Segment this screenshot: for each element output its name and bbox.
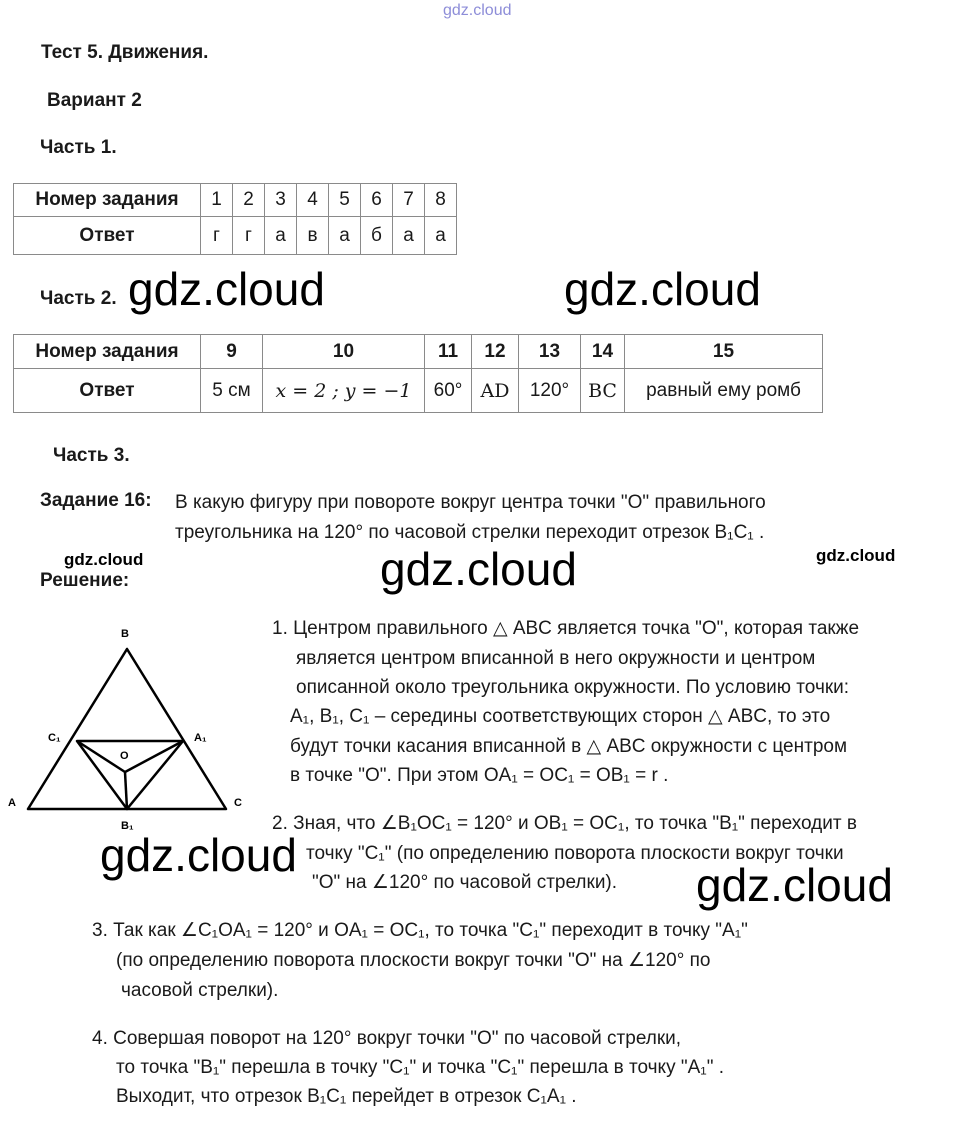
answer-cell: а bbox=[265, 217, 297, 255]
part3-heading: Часть 3. bbox=[53, 445, 130, 466]
task-cell: 2 bbox=[233, 184, 265, 217]
task-cell: 7 bbox=[393, 184, 425, 217]
table-row bbox=[14, 369, 823, 413]
answer-cell: AD bbox=[472, 369, 519, 413]
solution-line: часовой стрелки). bbox=[121, 980, 279, 1001]
task16-text-line: В какую фигуру при повороте вокруг центра точки "O" правильного bbox=[175, 492, 766, 513]
watermark: gdz.cloud bbox=[564, 263, 761, 315]
task-cell: 3 bbox=[265, 184, 297, 217]
answer-cell: а bbox=[425, 217, 457, 255]
task-cell: 15 bbox=[625, 335, 823, 369]
table-row bbox=[14, 335, 823, 369]
answer-cell: BC bbox=[581, 369, 625, 413]
solution-line: то точка "B₁" перешла в точку "C₁" и точка "C₁" перешла в точку "A₁" . bbox=[116, 1057, 724, 1078]
task-cell: 12 bbox=[472, 335, 519, 369]
task-cell: 10 bbox=[263, 335, 425, 369]
solution-line: в точке "O". При этом OA₁ = OC₁ = OB₁ = r . bbox=[290, 765, 669, 786]
part1-table bbox=[13, 183, 457, 255]
answer-cell: x = 2 ; y = −1 bbox=[263, 369, 425, 413]
answer-cell: равный ему ромб bbox=[625, 369, 823, 413]
answer-cell: г bbox=[233, 217, 265, 255]
watermark-top: gdz.cloud bbox=[443, 2, 512, 19]
segment-ob1 bbox=[125, 772, 127, 809]
solution-line: является центром вписанной в него окружности и центром bbox=[296, 648, 816, 669]
solution-label: Решение: bbox=[40, 570, 130, 591]
part1-heading: Часть 1. bbox=[40, 137, 117, 158]
triangle-diagram bbox=[0, 620, 260, 840]
answer-cell: 5 см bbox=[201, 369, 263, 413]
answer-cell: г bbox=[201, 217, 233, 255]
variant-heading: Вариант 2 bbox=[47, 90, 142, 111]
solution-line: описанной около треугольника окружности. По условию точки: bbox=[296, 677, 850, 698]
task-cell: 13 bbox=[519, 335, 581, 369]
task-cell: 9 bbox=[201, 335, 263, 369]
triangle-abc bbox=[28, 649, 226, 809]
answer-cell: б bbox=[361, 217, 393, 255]
solution-line: будут точки касания вписанной в △ ABC окружности с центром bbox=[290, 736, 848, 757]
watermark-small: gdz.cloud bbox=[64, 550, 144, 569]
task-cell: 8 bbox=[425, 184, 457, 217]
answer-cell: 120° bbox=[519, 369, 581, 413]
label-a: A bbox=[8, 797, 16, 809]
answer-cell: в bbox=[297, 217, 329, 255]
label-b1: B₁ bbox=[121, 820, 134, 832]
watermark: gdz.cloud bbox=[380, 543, 577, 595]
segment-oc1 bbox=[77, 741, 125, 772]
label-b: B bbox=[121, 628, 129, 640]
watermark: gdz.cloud bbox=[100, 829, 297, 881]
solution-line: 1. Центром правильного △ ABC является точка "O", которая также bbox=[272, 618, 860, 639]
solution-line: 3. Так как ∠C₁OA₁ = 120° и OA₁ = OC₁, то точка "C₁" переходит в точку "A₁" bbox=[92, 920, 748, 941]
watermark-small: gdz.cloud bbox=[816, 546, 896, 565]
task-cell: 14 bbox=[581, 335, 625, 369]
answer-cell: а bbox=[329, 217, 361, 255]
solution-line: 4. Совершая поворот на 120° вокруг точки "O" по часовой стрелки, bbox=[92, 1028, 682, 1049]
label-c1: C₁ bbox=[48, 732, 61, 744]
answer-label-cell: Ответ bbox=[14, 217, 201, 255]
task-label-cell: Номер задания bbox=[14, 335, 201, 369]
answer-label-cell: Ответ bbox=[14, 369, 201, 413]
label-a1: A₁ bbox=[194, 732, 207, 744]
table-row bbox=[14, 217, 457, 255]
solution-line: (по определению поворота плоскости вокруг точки "O" на ∠120° по bbox=[116, 950, 711, 971]
task16-text-line: треугольника на 120° по часовой стрелки переходит отрезок B₁C₁ . bbox=[175, 522, 765, 543]
table-row bbox=[14, 184, 457, 217]
solution-line: A₁, B₁, C₁ – середины соответствующих сторон △ ABC, то это bbox=[290, 706, 831, 727]
part2-table bbox=[13, 334, 823, 413]
segment-oa1 bbox=[125, 741, 183, 772]
task-cell: 1 bbox=[201, 184, 233, 217]
answer-cell: 60° bbox=[425, 369, 472, 413]
task-label-cell: Номер задания bbox=[14, 184, 201, 217]
solution-line: точку "C₁" (по определению поворота плоскости вокруг точки bbox=[306, 843, 844, 864]
answer-cell: а bbox=[393, 217, 425, 255]
label-o: O bbox=[120, 750, 129, 762]
task-cell: 6 bbox=[361, 184, 393, 217]
watermark: gdz.cloud bbox=[696, 859, 893, 911]
page-title: Тест 5. Движения. bbox=[41, 42, 209, 63]
solution-line: Выходит, что отрезок B₁C₁ перейдет в отрезок C₁A₁ . bbox=[116, 1086, 577, 1107]
label-c: C bbox=[234, 797, 242, 809]
part2-heading: Часть 2. bbox=[40, 288, 117, 309]
task16-label: Задание 16: bbox=[40, 490, 152, 511]
solution-line: "O" на ∠120° по часовой стрелки). bbox=[312, 872, 618, 893]
watermark: gdz.cloud bbox=[128, 263, 325, 315]
task-cell: 5 bbox=[329, 184, 361, 217]
task-cell: 4 bbox=[297, 184, 329, 217]
solution-line: 2. Зная, что ∠B₁OC₁ = 120° и OB₁ = OC₁, то точка "B₁" переходит в bbox=[272, 813, 857, 834]
task-cell: 11 bbox=[425, 335, 472, 369]
